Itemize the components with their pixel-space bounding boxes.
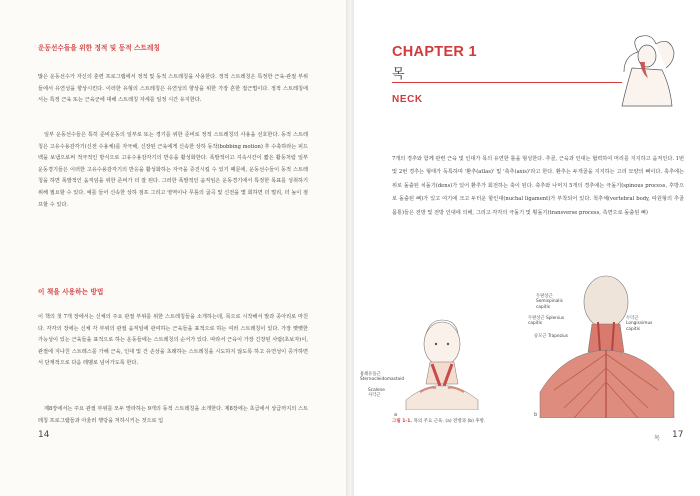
panel-label-b: b bbox=[534, 412, 538, 418]
section2-heading: 이 책을 사용하는 방법 bbox=[38, 288, 104, 296]
figure-b-label-trapezius: 승모근 Trapezius bbox=[534, 334, 568, 339]
figure-caption-text: 목의 주요 근육. (a) 전방과 (b) 후방. bbox=[413, 419, 486, 424]
figure-b-label-longissimus: 두덕근 Longissimus capitis bbox=[626, 316, 653, 332]
right-page bbox=[354, 0, 700, 496]
figure-caption-number: 그림 1-1. bbox=[392, 419, 413, 424]
figure-b-label-splenius: 두판상근 Splenius capitis bbox=[528, 316, 565, 327]
figure-a-label-scalene: Scalene 사각근 bbox=[368, 388, 385, 399]
section1-paragraph2: 일부 운동선수들은 특히 준비운동의 일부로 또는 경기를 위한 준비로 정적 스트레칭의 사용을 선호한다. 동적 스트레칭은 고유수용감각기(신전 수용체)를 자극해, 신장된 근육에게 신속한 상하 동작(bobbing motion) 후 수축하라는 피드백을 보냄으로써 적극적인 방식으로 고유수용감각기의 반응을 활성화한다. 폭발적이고 지속시간이 짧은 활동처럼 일부 운동경기들은 이러한 고유수용감각기의 반응을 활성화하는 자극을 증진시킬 수 있기 때문에, 운동선수들이 동적 스트레칭을 하면 폭발적인 움직임을 위한 준비가 더 잘 된다. 그러한 폭발적인 움직임은 운동경기에서 특정한 목표를 성취하기 위해 필요할 수 있다. 예를 들어 신속한 상하 점프 그리고 영역이나 무릎의 굽곡 및 신전을 몇 회하면 더 멀리, 더 높이 점프할 수 있다. bbox=[38, 132, 308, 208]
figure-caption bbox=[392, 418, 485, 424]
chapter-title-korean: 목 bbox=[392, 67, 405, 82]
chapter-title-english: NECK bbox=[392, 94, 423, 105]
chapter-rule bbox=[392, 82, 622, 83]
running-head: 목 bbox=[654, 435, 660, 442]
page-number-right: 17 bbox=[672, 430, 684, 440]
section2-paragraph2: 제8장에서는 주요 관절 부위를 모두 망라하는 9개의 동적 스트레칭을 소개한다. 제8장에는 초급에서 상급까지의 스트레칭 프로그램들과 아울러 행당을 처하시키는 것으로 입 bbox=[38, 406, 308, 424]
chapter-label: CHAPTER 1 bbox=[392, 44, 477, 60]
section1-paragraph1: 많은 운동선수가 자신의 훈련 프로그램에서 정적 및 동적 스트레칭을 사용한다. 정적 스트레칭은 특정한 근육-관절 부위들에서 유연성을 향상시킨다. 이러한 유형의 스트레칭은 유연성의 향상을 위한 가장 흔한 접근법이다. 정적 스트레칭에서는 특정 근육 또는 근육군에 대해 스트레칭 자세를 일정 시간 유지한다. bbox=[38, 74, 308, 104]
stretch-illustration-icon bbox=[612, 28, 682, 108]
figure-a-label-sternocleidomastoid: 흉쇄유돌근 Sternocleidomastoid bbox=[360, 372, 405, 383]
section2-paragraph1: 이 책의 첫 7개 장에서는 신체의 주요 관절 부위를 위한 스트레칭들을 소개하는데, 목으로 시작해서 발과 종아리로 마친다. 각각의 장에는 신체 각 부위의 관절 움직임에 관여하는 근육들을 표적으로 하는 여러 스트레칭이 있다. 가장 뻣뻣한 가능성이 있는 근육들을 표적으로 하는 운동들에는 스트레칭의 순서가 있다. 따라서 근육이 가장 긴장된 사람(초보자)이, 관절에 지나친 스트레스를 가해 근육, 인대 및 건 손상을 초래하는 스트레칭을 시도하지 않도록 하고 유연성이 증가하면서 단계적으로 다음 레벨로 넘어가도록 한다. bbox=[38, 314, 308, 367]
page-number-left: 14 bbox=[38, 430, 50, 440]
left-page bbox=[0, 0, 346, 496]
panel-label-a: a bbox=[394, 412, 398, 418]
figure-b-label-semispinalis: 두판상근 Semispinalis capitis bbox=[536, 294, 563, 310]
section1-heading: 운동선수들을 위한 정적 및 동적 스트레칭 bbox=[38, 44, 160, 52]
book-gutter bbox=[346, 0, 354, 496]
neck-anterior-illustration bbox=[396, 314, 486, 410]
chapter-intro-paragraph: 7개의 경추와 함께 관련 근육 및 인대가 목의 유연한 틀을 형성한다. 추골, 근육과 인대는 협력하여 머리를 지지하고 움직인다. 1번 및 2번 경추는 형태가 독특하며 '환추(atlas)' 및 '축추(axis)'라고 한다. 환추는 두개골을 지지하는 고리 모양의 뼈이다. 축추에는 위로 돌출된 치돌기(dens)가 있어 환추가 회전하는 축이 된다. 축추와 나머지 5개의 경추에는 극돌기(spinous process, 후방으로 돌출된 뼈)가 있고 여기에 크고 두터운 항인대(nuchal ligament)가 부착되어 있다. 척추체(vertebral body, 따원형의 추골 몸통)들은 전방 및 전방 인대에 의해, 그리고 각각의 극돌기 및 횡돌기(transverse process, 측면으로 돌출된 뼈) bbox=[392, 156, 684, 216]
